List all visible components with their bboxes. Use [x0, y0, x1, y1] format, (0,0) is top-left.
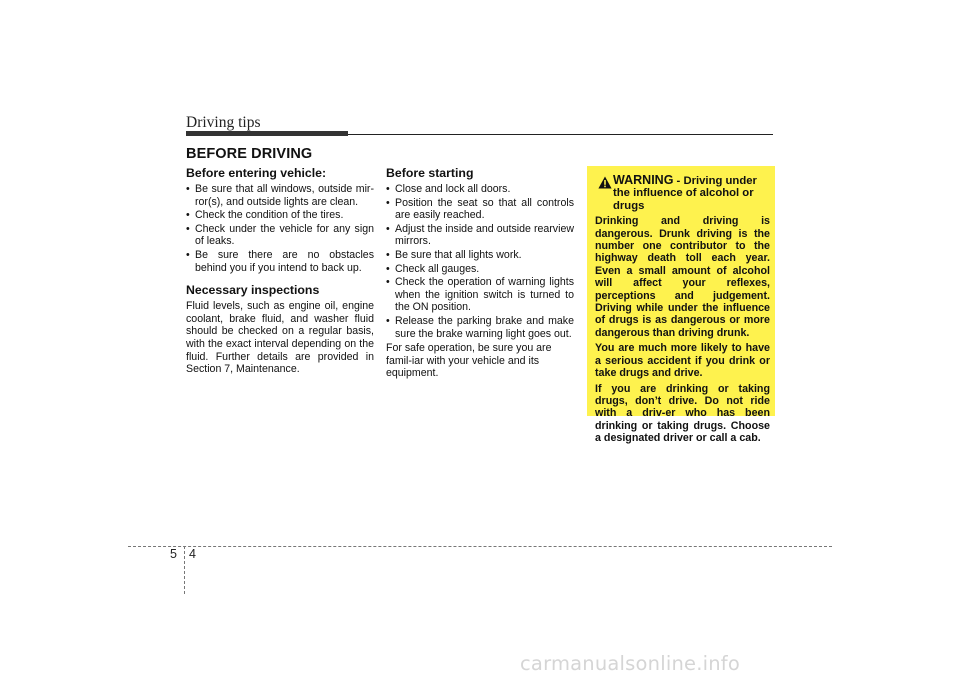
- list-item: • Position the seat so that all controls are easily reached.: [386, 197, 574, 222]
- section-title: BEFORE DRIVING: [186, 146, 313, 162]
- before-entering-list: [186, 183, 374, 274]
- list-item: • Be sure there are no obstacles behind you if you intend to back up.: [186, 249, 374, 274]
- warning-paragraph: If you are drinking or taking drugs, don’t drive. Do not ride with a driv-er who has been drinking or taking drugs. Choose a designated driver or call a cab.: [595, 382, 770, 445]
- warning-body: [595, 215, 770, 444]
- footer-rule: [128, 546, 832, 547]
- before-entering-heading: Before entering vehicle:: [186, 166, 327, 180]
- before-starting-heading: Before starting: [386, 166, 474, 180]
- column-middle: [386, 166, 574, 380]
- footer-divider: [184, 546, 185, 594]
- header-rule-accent: [186, 131, 348, 136]
- warning-paragraph: Drinking and driving is dangerous. Drunk driving is the number one contributor to the highway death toll each year. Even a small amount of alcohol will affect your reflexes, perceptions and judgement. Driving while under the influence of drugs is as dangerous or more dangerous than driving drunk.: [595, 215, 770, 339]
- warning-paragraph: You are much more likely to have a serious accident if you drink or take drugs and drive.: [595, 342, 770, 380]
- page-section-number: 5: [170, 547, 177, 561]
- warning-subtitle: - Driving under the influence of alcohol or drugs: [613, 175, 757, 212]
- warning-triangle-icon: [598, 176, 612, 189]
- before-starting-list: [386, 183, 574, 340]
- page-number: 4: [189, 547, 196, 561]
- running-head: Driving tips: [186, 114, 261, 131]
- before-starting-closing: For safe operation, be sure you are famil-iar with your vehicle and its equipment.: [386, 342, 552, 380]
- list-item: • Check the operation of warning lights when the ignition switch is turned to the ON position.: [386, 276, 574, 314]
- warning-label: WARNING: [613, 173, 674, 187]
- list-item: • Release the parking brake and make sure the brake warning light goes out.: [386, 315, 574, 340]
- warning-header: [595, 174, 770, 212]
- warning-box: [587, 166, 775, 445]
- list-item: • Check the condition of the tires.: [186, 209, 374, 222]
- list-item: • Check under the vehicle for any sign of leaks.: [186, 223, 374, 248]
- column-left: [186, 166, 374, 376]
- list-item: • Be sure that all windows, outside mir-ror(s), and outside lights are clean.: [186, 183, 374, 208]
- necessary-inspections-text: Fluid levels, such as engine oil, engine coolant, brake fluid, and washer fluid should be checked on a regular basis, with the exact interval depending on the fluid. Further details are provided in Section 7, Maintenance.: [186, 300, 374, 376]
- list-item: • Be sure that all lights work.: [386, 249, 574, 262]
- necessary-inspections-heading: Necessary inspections: [186, 283, 320, 298]
- list-item: • Adjust the inside and outside rearview mirrors.: [386, 223, 574, 248]
- watermark: carmanualsonline.info: [520, 652, 740, 675]
- list-item: • Check all gauges.: [386, 263, 574, 276]
- list-item: • Close and lock all doors.: [386, 183, 574, 196]
